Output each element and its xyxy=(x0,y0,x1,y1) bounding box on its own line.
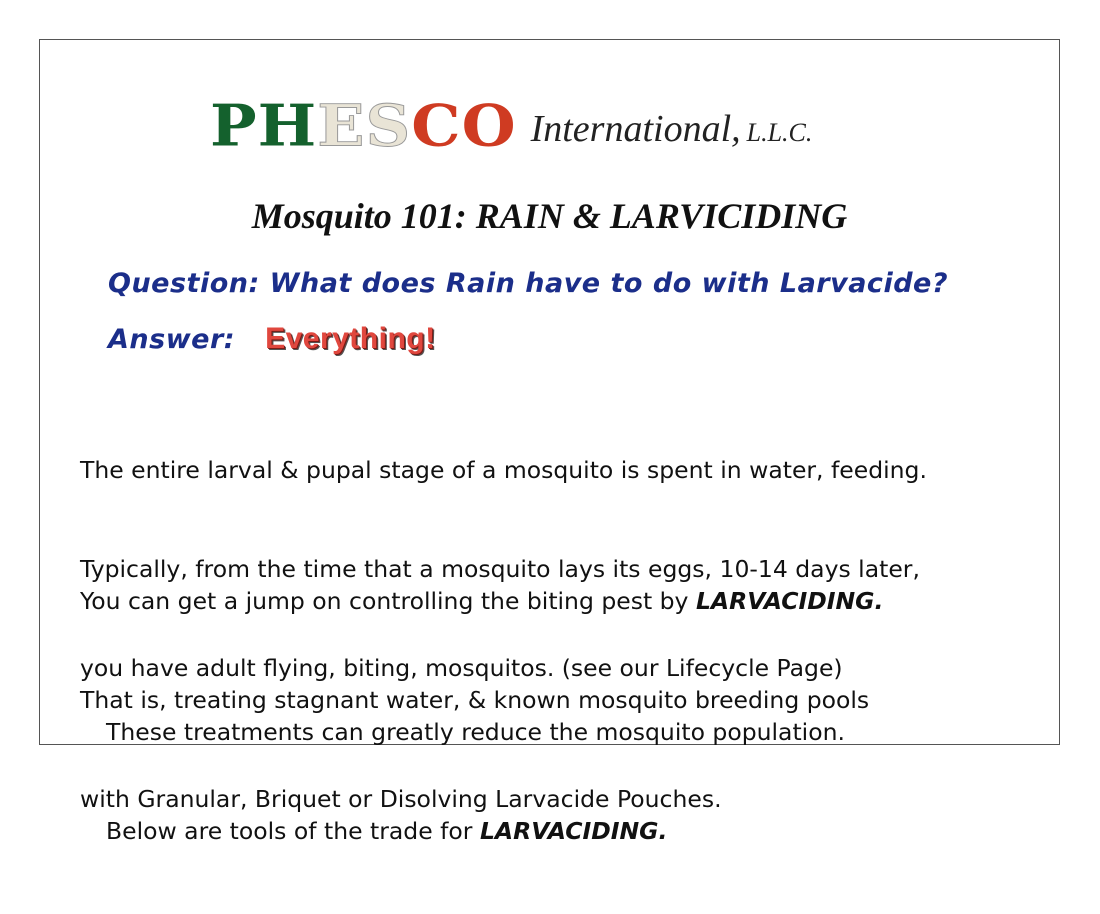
paragraph2-line3: with Granular, Briquet or Disolving Larvacide Pouches. xyxy=(80,785,722,813)
page-title: Mosquito 101: RAIN & LARVICIDING xyxy=(251,196,848,236)
paragraph-treatments xyxy=(106,650,845,914)
paragraph2-line2: That is, treating stagnant water, & known mosquito breeding pools xyxy=(80,686,870,714)
logo-llc: L.L.C. xyxy=(746,118,813,147)
answer-label: Answer: xyxy=(108,324,236,355)
paragraph1-line3: you have adult flying, biting, mosquitos. (see our Lifecycle Page) xyxy=(80,654,843,682)
logo-subtitle xyxy=(531,107,813,151)
paragraph3-emphasis: LARVACIDING. xyxy=(479,817,668,845)
flyer-frame xyxy=(39,39,1060,845)
answer-line xyxy=(108,322,436,356)
paragraph1-line1: The entire larval & pupal stage of a mosquito is spent in water, feeding. xyxy=(80,456,927,484)
logo-ph: PH xyxy=(210,91,318,160)
logo-international: International, xyxy=(530,108,741,150)
logo-co: CO xyxy=(411,91,517,160)
paragraph2-line1 xyxy=(80,585,883,618)
paragraph2-line1-text: You can get a jump on controlling the biting pest by xyxy=(80,587,696,615)
question-text: Question: What does Rain have to do with Larvacide? xyxy=(108,268,948,299)
answer-value: Everything! xyxy=(265,322,436,355)
paragraph3-line2-text: Below are tools of the trade for xyxy=(106,817,480,845)
paragraph3-line2 xyxy=(106,815,845,848)
paragraph2-emphasis: LARVACIDING. xyxy=(695,587,884,615)
phesco-logo xyxy=(210,85,860,167)
paragraph1-line2: Typically, from the time that a mosquito lays its eggs, 10-14 days later, xyxy=(80,555,920,583)
logo-es: ES xyxy=(317,91,412,160)
logo-wordmark xyxy=(210,91,517,160)
paragraph3-line1: These treatments can greatly reduce the mosquito population. xyxy=(106,718,845,746)
